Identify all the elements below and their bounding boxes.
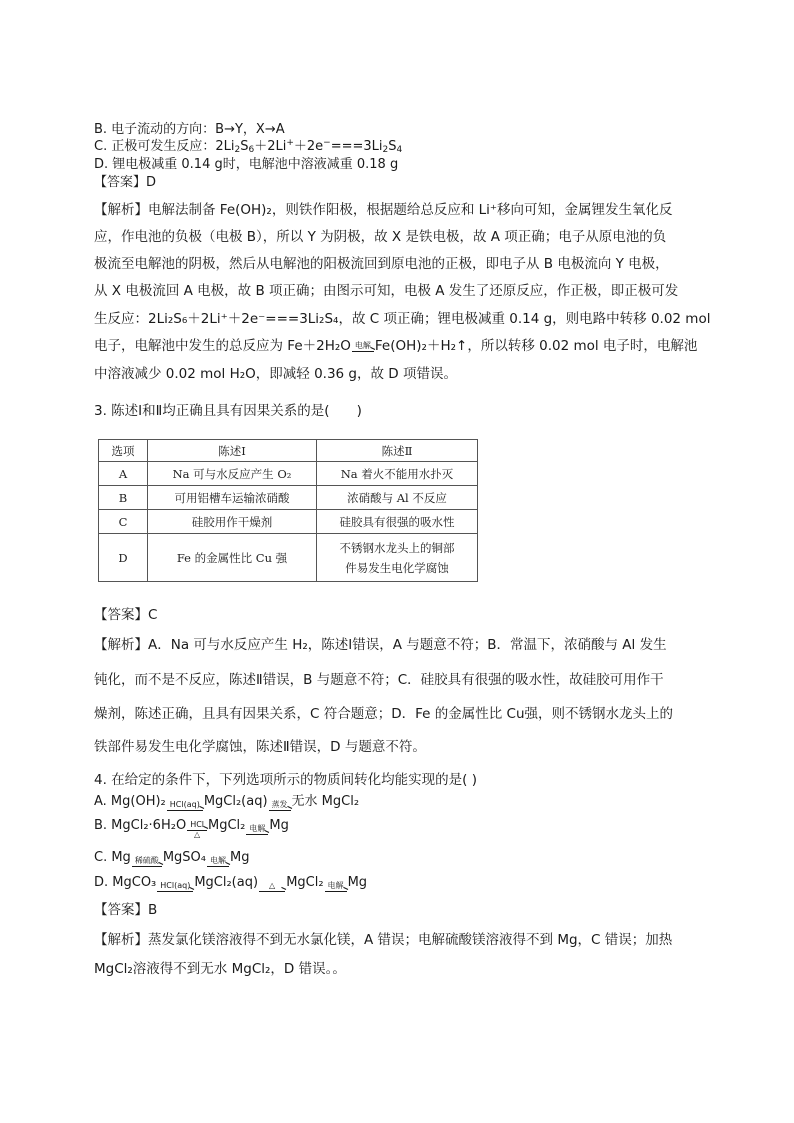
statement-table xyxy=(98,439,478,582)
table-row xyxy=(99,486,478,510)
option-b: B. 电子流动的方向：B→Y，X→A xyxy=(94,122,285,137)
reaction-arrow: 稀硫酸 xyxy=(132,856,162,867)
table-header: 陈述Ⅰ xyxy=(148,440,317,462)
table-header: 选项 xyxy=(99,440,148,462)
table-cell: 可用铝槽车运输浓硝酸 xyxy=(148,486,317,510)
q4-option-b: B. MgCl₂·6H₂O HCl △ MgCl₂ 电解 Mg xyxy=(94,818,289,839)
explanation-q2-line: 生反应：2Li₂S₆＋2Li⁺＋2e⁻===3Li₂S₄，故 C 项正确；锂电极减重 0.14 g，则电路中转移 0.02 mol xyxy=(94,311,711,327)
table-row xyxy=(99,462,478,486)
q4-option-d: D. MgCO₃ HCl(aq) MgCl₂(aq) △ MgCl₂ 电解 Mg xyxy=(94,875,368,890)
table-header: 陈述Ⅱ xyxy=(317,440,478,462)
question-3: 3. 陈述Ⅰ和Ⅱ均正确且具有因果关系的是( ) xyxy=(94,403,362,419)
explanation-q2-line: 电子，电解池中发生的总反应为 Fe＋2H₂O 电解 Fe(OH)₂＋H₂↑，所以转移 0.02 mol 电子时，电解池 xyxy=(94,338,698,354)
table-cell: B xyxy=(99,486,148,510)
option-d: D. 锂电极减重 0.14 g时，电解池中溶液减重 0.18 g xyxy=(94,157,399,172)
explanation-q4-line: MgCl₂溶液得不到无水 MgCl₂，D 错误。。 xyxy=(94,961,346,977)
reaction-arrow: △ xyxy=(259,881,285,892)
electrolysis-arrow: 电解 xyxy=(352,341,374,352)
option-c: C. 正极可发生反应：$2Li_2S_6+2Li^++2e^-===3Li_2S_4$ xyxy=(94,138,403,155)
answer-q4: 【答案】B xyxy=(94,902,158,918)
explanation-q2-line: 【解析】电解法制备 Fe(OH)₂，则铁作阳极，根据题给总反应和 Li⁺移向可知，金属锂发生氧化反 xyxy=(94,202,673,218)
table-cell: Na 可与水反应产生 O₂ xyxy=(148,462,317,486)
q4-option-c: C. Mg 稀硫酸 MgSO₄ 电解 Mg xyxy=(94,850,250,865)
table-cell: Na 着火不能用水扑灭 xyxy=(317,462,478,486)
explanation-q2-line: 应，作电池的负极（电极 B），所以 Y 为阴极，故 X 是铁电极，故 A 项正确；电子从原电池的负 xyxy=(94,229,667,245)
answer-q3: 【答案】C xyxy=(94,607,158,623)
table-row xyxy=(99,534,478,582)
explanation-q4-line: 【解析】蒸发氯化镁溶液得不到无水氯化镁，A 错误；电解硫酸镁溶液得不到 Mg，C 错误；加热 xyxy=(94,932,673,948)
reaction-arrow: 蒸发 xyxy=(269,800,291,811)
table-cell: 不锈钢水龙头上的铜部件易发生电化学腐蚀 xyxy=(317,534,478,582)
table-cell: A xyxy=(99,462,148,486)
question-4: 4. 在给定的条件下，下列选项所示的物质间转化均能实现的是( ) xyxy=(94,772,477,788)
table-cell: 硅胶用作干燥剂 xyxy=(148,510,317,534)
table-header-row xyxy=(99,440,478,462)
reaction-arrow: HCl(aq) xyxy=(167,800,203,811)
explanation-q3-line: 【解析】A．Na 可与水反应产生 H₂，陈述Ⅰ错误，A 与题意不符；B．常温下，浓硝酸与 Al 发生 xyxy=(94,637,667,653)
q4-option-a: A. Mg(OH)₂ HCl(aq) MgCl₂(aq) 蒸发 无水 MgCl₂ xyxy=(94,794,360,809)
explanation-q3-line: 燥剂，陈述正确，且具有因果关系，C 符合题意；D．Fe 的金属性比 Cu强，则不锈钢水龙头上的 xyxy=(94,706,674,722)
explanation-q2-line: 极流至电解池的阴极，然后从电解池的阳极流回到原电池的正极，即电子从 B 电极流向 Y 电极， xyxy=(94,256,669,272)
explanation-q3-line: 铁部件易发生电化学腐蚀，陈述Ⅱ错误，D 与题意不符。 xyxy=(94,739,426,755)
table-cell: D xyxy=(99,534,148,582)
table-cell: Fe 的金属性比 Cu 强 xyxy=(148,534,317,582)
table-row xyxy=(99,510,478,534)
table-cell: 硅胶具有很强的吸水性 xyxy=(317,510,478,534)
explanation-q2-line: 从 X 电极流回 A 电极，故 B 项正确；由图示可知，电极 A 发生了还原反应，作正极，即正极可发 xyxy=(94,283,679,299)
reaction-arrow: HCl(aq) xyxy=(157,881,193,892)
table-cell: C xyxy=(99,510,148,534)
explanation-q2-line: 中溶液减少 0.02 mol H₂O，即减轻 0.36 g，故 D 项错误。 xyxy=(94,366,457,382)
reaction-arrow: 电解 xyxy=(207,856,229,867)
reaction-arrow: HCl △ xyxy=(187,820,207,839)
reaction-arrow: 电解 xyxy=(325,881,347,892)
answer-q2: 【答案】D xyxy=(94,175,157,190)
reaction-arrow: 电解 xyxy=(246,824,268,835)
explanation-q3-line: 钝化，而不是不反应，陈述Ⅱ错误，B 与题意不符；C．硅胶具有很强的吸水性，故硅胶可用作干 xyxy=(94,672,664,688)
table-cell: 浓硝酸与 Al 不反应 xyxy=(317,486,478,510)
